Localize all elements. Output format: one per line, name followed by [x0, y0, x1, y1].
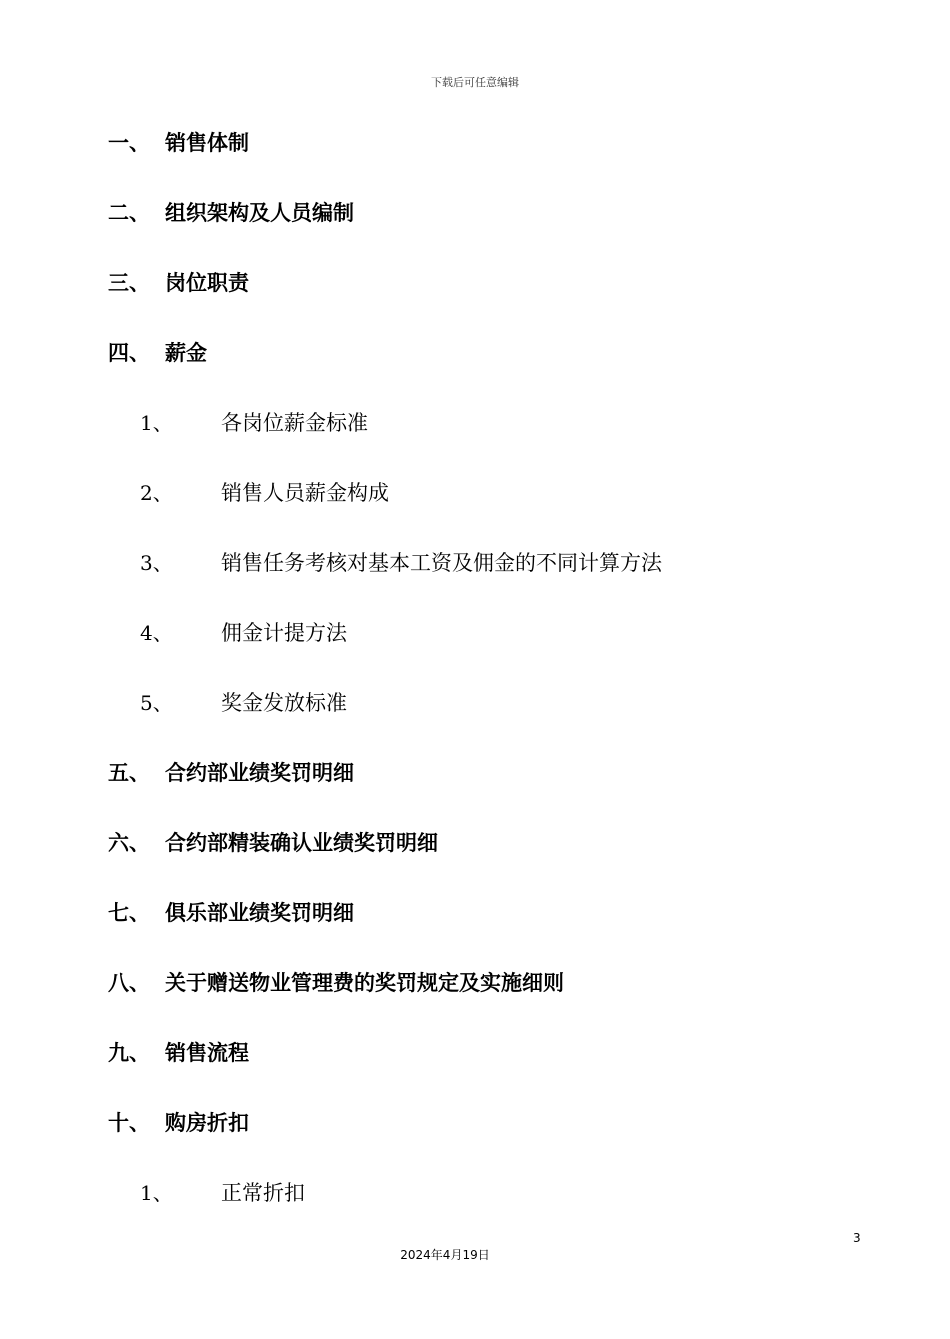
toc-item-number: 五、: [108, 761, 150, 785]
toc-item-title: 销售体制: [165, 131, 249, 155]
toc-item-title: 合约部精装确认业绩奖罚明细: [165, 831, 438, 855]
toc-item-number: 十、: [108, 1111, 150, 1135]
toc-item-number: 六、: [108, 831, 150, 855]
toc-item-title: 购房折扣: [165, 1111, 249, 1135]
page-number: 3: [853, 1231, 861, 1245]
toc-subitem-title: 正常折扣: [221, 1181, 305, 1205]
toc-item-title: 销售流程: [165, 1041, 249, 1065]
toc-subitem-number: 4、: [140, 621, 173, 645]
toc-item-number: 三、: [108, 271, 150, 295]
toc-item-title: 岗位职责: [165, 271, 249, 295]
toc-subitem-number: 5、: [140, 691, 173, 715]
toc-item-title: 合约部业绩奖罚明细: [165, 761, 354, 785]
footer-date: 2024年4月19日: [400, 1248, 490, 1262]
toc-subitem-title: 奖金发放标准: [221, 691, 347, 715]
toc-item-number: 二、: [108, 201, 150, 225]
toc-item-number: 四、: [108, 341, 150, 365]
toc-item-number: 八、: [108, 971, 150, 995]
toc-subitem-number: 3、: [140, 551, 173, 575]
page-header: 下载后可任意编辑: [431, 76, 519, 89]
toc-subitem-title: 各岗位薪金标准: [221, 411, 368, 435]
toc-subitem-title: 销售人员薪金构成: [221, 481, 389, 505]
toc-item-number: 七、: [108, 901, 150, 925]
toc-item-number: 一、: [108, 131, 150, 155]
toc-subitem-number: 2、: [140, 481, 173, 505]
toc-subitem-title: 佣金计提方法: [221, 621, 347, 645]
toc-item-title: 薪金: [165, 341, 207, 365]
toc-subitem-number: 1、: [140, 1181, 173, 1205]
toc-item-title: 关于赠送物业管理费的奖罚规定及实施细则: [165, 971, 564, 995]
toc-subitem-title: 销售任务考核对基本工资及佣金的不同计算方法: [221, 551, 662, 575]
toc-subitem-number: 1、: [140, 411, 173, 435]
toc-item-number: 九、: [108, 1041, 150, 1065]
toc-item-title: 组织架构及人员编制: [165, 201, 354, 225]
toc-item-title: 俱乐部业绩奖罚明细: [165, 901, 354, 925]
